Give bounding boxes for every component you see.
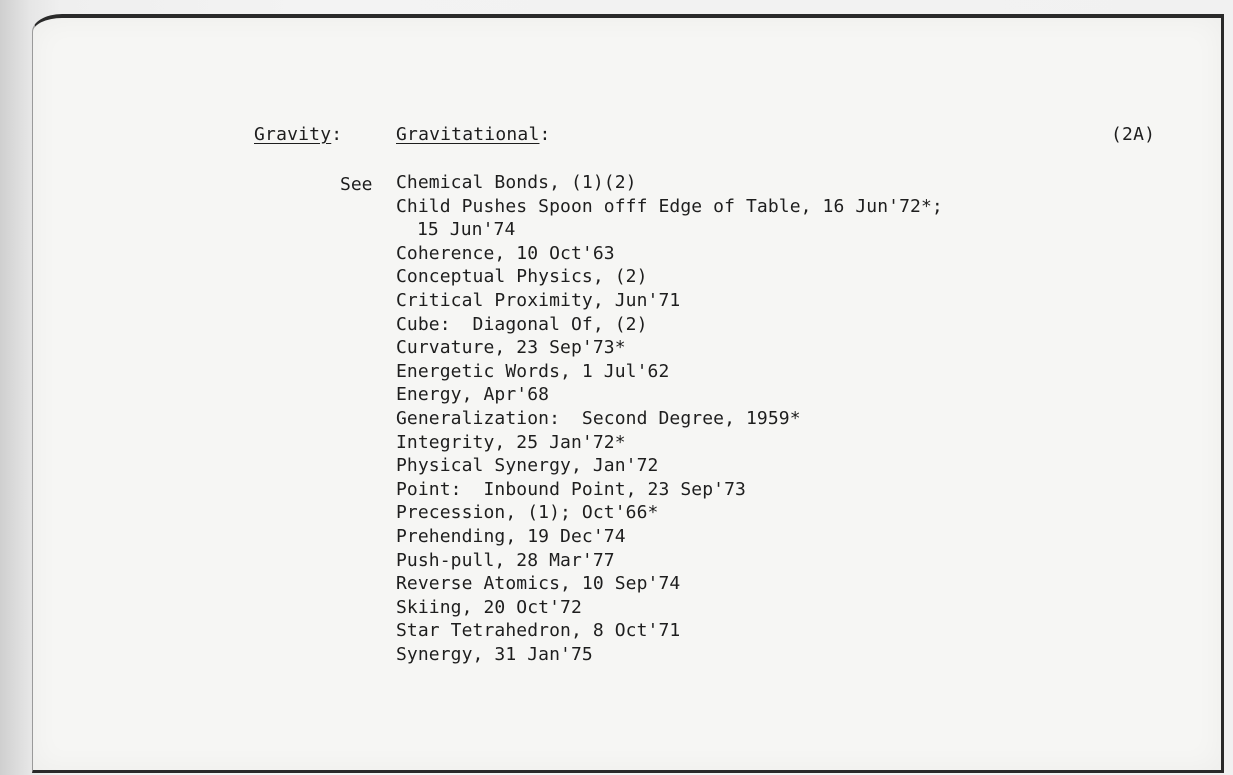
reference-item: Synergy, 31 Jan'75	[396, 643, 593, 665]
reference-item: Child Pushes Spoon offf Edge of Table, 16 Jun'72*;	[396, 195, 943, 217]
reference-item: Cube: Diagonal Of, (2)	[396, 313, 648, 335]
reference-item: Reverse Atomics, 10 Sep'74	[396, 573, 681, 595]
reference-item: Chemical Bonds, (1)(2)	[396, 172, 637, 193]
subtopic-colon: :	[539, 124, 551, 145]
reference-item: Skiing, 20 Oct'72	[396, 596, 582, 618]
subtopic-heading	[396, 124, 551, 145]
reference-item: Push-pull, 28 Mar'77	[396, 549, 615, 571]
reference-list	[396, 171, 943, 666]
subtopic-title: Gravitational	[396, 124, 540, 145]
reference-item: Point: Inbound Point, 23 Sep'73	[396, 478, 746, 500]
reference-item: Generalization: Second Degree, 1959*	[396, 407, 801, 429]
reference-item: Curvature, 23 Sep'73*	[396, 337, 626, 359]
index-card	[32, 14, 1224, 773]
reference-item: Energetic Words, 1 Jul'62	[396, 360, 670, 382]
see-label: See	[340, 174, 373, 195]
reference-item: Critical Proximity, Jun'71	[396, 289, 681, 311]
topic-title: Gravity	[254, 124, 332, 145]
topic-colon: :	[331, 124, 343, 145]
reference-item: Integrity, 25 Jan'72*	[396, 431, 626, 453]
reference-item: Energy, Apr'68	[396, 384, 550, 406]
reference-item: Coherence, 10 Oct'63	[396, 242, 615, 264]
card-code: (2A)	[1111, 124, 1156, 145]
topic-heading	[254, 124, 342, 145]
reference-item-continuation: 15 Jun'74	[417, 219, 516, 241]
reference-item: Precession, (1); Oct'66*	[396, 502, 659, 524]
reference-item: Star Tetrahedron, 8 Oct'71	[396, 620, 681, 642]
reference-item: Prehending, 19 Dec'74	[396, 525, 626, 547]
reference-item: Conceptual Physics, (2)	[396, 266, 648, 288]
reference-item: Physical Synergy, Jan'72	[396, 455, 659, 477]
